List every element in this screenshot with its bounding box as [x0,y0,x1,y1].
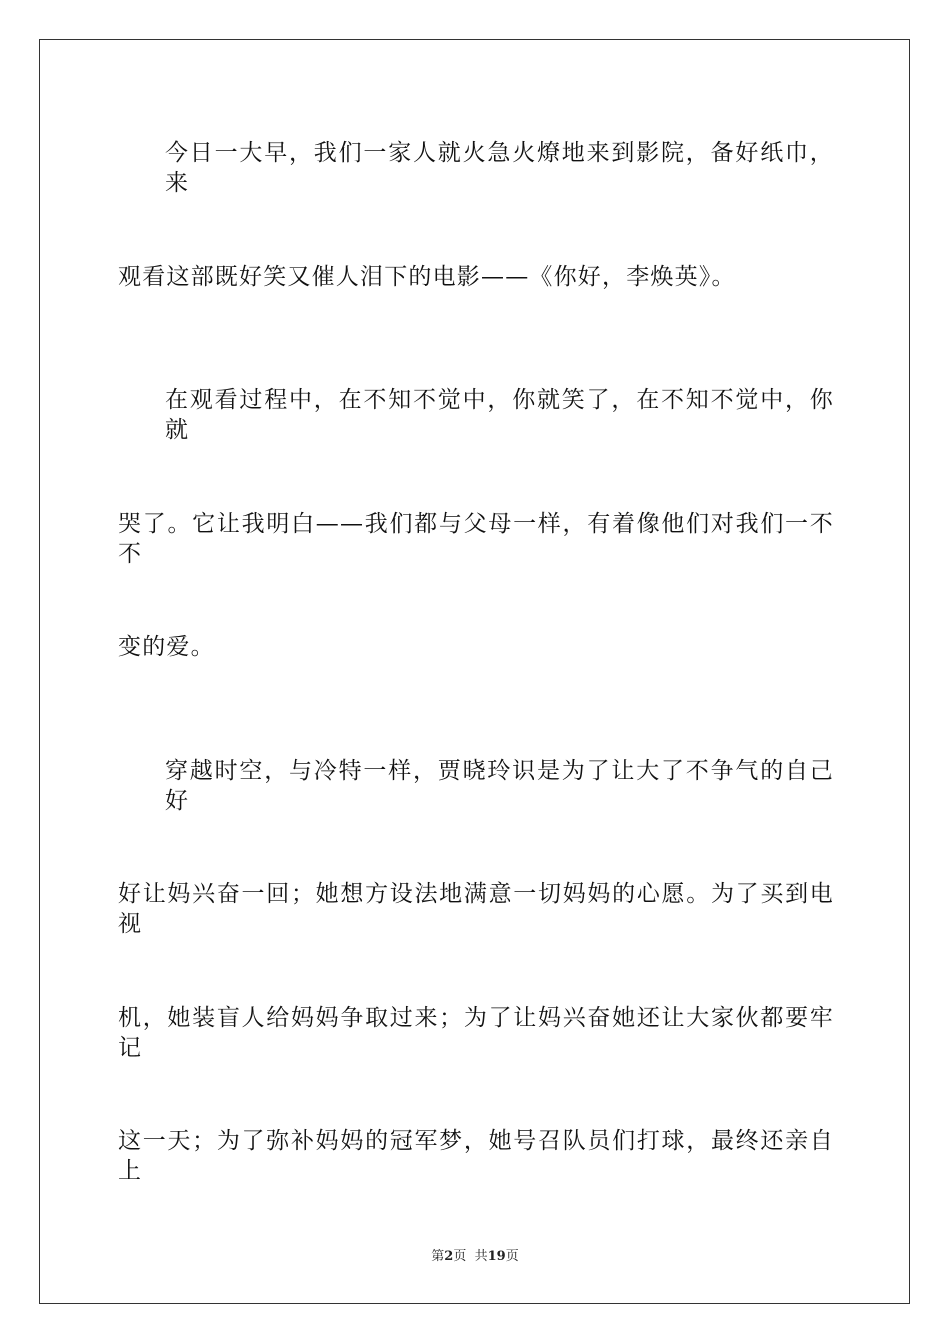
paragraph-2-line-1: 在观看过程中，在不知不觉中，你就笑了，在不知不觉中，你就 [165,387,834,443]
page-border [39,39,910,1304]
paragraph-3-line-4: 这一天；为了弥补妈妈的冠军梦，她号召队员们打球，最终还亲自上 [118,1128,834,1184]
page-total: 19 [487,1249,506,1264]
paragraph-1-line-1: 今日一大早，我们一家人就火急火燎地来到影院，备好纸巾，来 [165,140,834,196]
page-suffix: 页 [505,1249,519,1264]
paragraph-3-line-1: 穿越时空，与冷特一样，贾晓玲识是为了让大了不争气的自己好 [165,758,834,814]
page-prefix: 第 [431,1249,445,1264]
page-mid: 页 共 [453,1249,488,1264]
paragraph-2-line-2: 哭了。它让我明白——我们都与父母一样，有着像他们对我们一不不 [118,511,834,567]
page-number-footer [0,1245,950,1264]
paragraph-2-line-3: 变的爱。 [118,634,215,660]
page-current: 2 [444,1249,454,1264]
paragraph-3-line-2: 好让妈兴奋一回；她想方设法地满意一切妈妈的心愿。为了买到电视 [118,881,834,937]
paragraph-1-line-2: 观看这部既好笑又催人泪下的电影——《你好，李焕英》。 [118,264,736,290]
paragraph-3-line-3: 机，她装盲人给妈妈争取过来；为了让妈兴奋她还让大家伙都要牢记 [118,1005,834,1061]
